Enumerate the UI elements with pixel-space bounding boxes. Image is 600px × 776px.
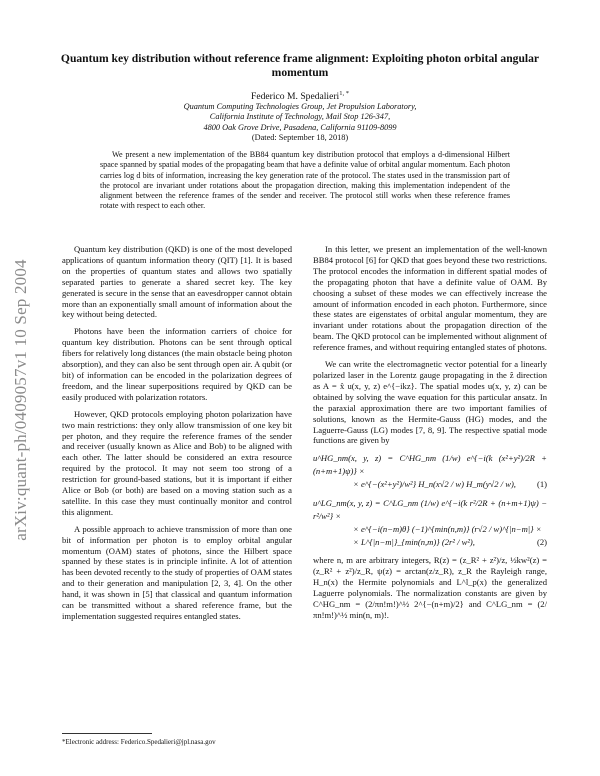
arxiv-stamp xyxy=(6,210,36,590)
equation-2-number: (2) xyxy=(536,537,547,548)
equation-2 xyxy=(313,497,547,549)
left-paragraph-3: However, QKD protocols employing photon polarization have two main restrictions: they only allow transmission of one key bit per photon, and they require the reference frames of the sender and receiver (usually known as Alice and Bob) to be aligned with each other. The latter should be considered an extra resource required by the protocol. It may not seem too strong of a restriction for ground-based stations, but it is important if either Alice or Bob (or both) are based on a moving station such as a satellite. In this case they must continually monitor and control this alignment. xyxy=(62,408,292,517)
left-paragraph-2: Photons have been the information carriers of choice for quantum key distribution. Photons can be sent through optical fibers for relatively long distances (the main obstacle being photon absorption), and they can also be sent through open air. A qubit (or bit) of information can be encoded in the polarization degrees of freedom, and the linear superpositions required by QKD can be easily produced with polarization rotators. xyxy=(62,326,292,402)
footnote-rule xyxy=(62,733,152,734)
right-paragraph-1: In this letter, we present an implementation of the well-known BB84 protocol [6] for QKD that goes beyond these two restrictions. The protocol encodes the information in different spatial modes of the propagating photon that have a definite value of OAM. By choosing a subset of these modes we can effectively increase the amount of information encoded in each photon. Furthermore, since these states are eigenstates of orbital angular momentum, they are invariant under rotations about the propagation direction of the beam. The QKD protocol can be implemented without alignment of reference frames, and without requiring entangled states of photons. xyxy=(313,244,547,353)
right-paragraph-3: where n, m are arbitrary integers, R(z) = (z_R² + z²)/z, ½kw²(z) = (z_R² + z²)/z_R, ψ(z) = arctan(z/z_R), z_R the Rayleigh range, H_n(x) the Hermite polynomials and L^l_p(x) the generalized Laguerre polynomials. The normalization constants are given by C^HG_nm = (2/πn!m!)^½ 2^{−(n+m)/2} and C^LG_nm = (2/πn!m!)^½ min(n, m)!. xyxy=(313,555,547,620)
equation-1-number: (1) xyxy=(536,479,547,490)
right-column xyxy=(313,244,547,627)
right-paragraph-2: We can write the electromagnetic vector potential for a linearly polarized laser in the Lorentz gauge propagating in the ẑ direction as A = x̂ u(x, y, z) e^{−ikz}. The spatial modes u(x, y, z) can be obtained by solving the wave equation for this particular ansatz. In the paraxial approximation there are two important families of solutions, known as the Hermite-Gauss (HG) modes, and the Laguerre-Gauss (LG) modes [7, 8, 9]. The respective spatial mode functions are given by xyxy=(313,359,547,446)
left-paragraph-4: A possible approach to achieve transmission of more than one bit of information per photon is to employ orbital angular momentum (OAM) states of photons, since the Hilbert space spanned by these states is in principle infinite. A lot of attention has been devoted recently to the study of properties of OAM states and to their generation and manipulation [2, 3, 4]. On the other hand, it was shown in [5] that classical and quantum information can be transmitted without a shared reference frame, but the implementation suggested requires entangled states. xyxy=(62,523,292,621)
footnote: *Electronic address: Federico.Spedalieri@jpl.nasa.gov xyxy=(62,738,216,746)
equation-2-line-1: u^LG_nm(x, y, z) = C^LG_nm (1/w) e^{−i(k r²/2R + (n+m+1)ψ) − r²/w²} × xyxy=(313,498,547,522)
dated-line: (Dated: September 18, 2018) xyxy=(251,132,349,142)
left-column xyxy=(62,244,292,628)
author-name: Federico M. Spedalieri xyxy=(251,91,340,103)
equation-1-line-1: u^HG_nm(x, y, z) = C^HG_nm (1/w) e^{−i(k (x²+y²)/2R + (n+m+1)ψ)} × xyxy=(313,453,547,477)
equation-2-line-3: × L^{|n−m|}_{min(n,m)} (2r² / w²), xyxy=(353,537,475,548)
paper-title: Quantum key distribution without reference frame alignment: Exploiting photon orbital angular momentum xyxy=(60,52,540,79)
author-line xyxy=(60,88,540,103)
affiliation xyxy=(60,102,540,143)
affiliation-line-3: 4800 Oak Grove Drive, Pasadena, California 91109-8099 xyxy=(203,122,397,132)
equation-1-line-2: × e^{−(x²+y²)/w²} H_n(x√2 / w) H_m(y√2 / w), xyxy=(353,479,516,490)
affiliation-line-1: Quantum Computing Technologies Group, Jet Propulsion Laboratory, xyxy=(183,102,417,111)
arxiv-id: arXiv:quant-ph/0409057v1 10 Sep 2004 xyxy=(11,259,30,541)
equation-1 xyxy=(313,452,547,491)
left-paragraph-1: Quantum key distribution (QKD) is one of the most developed applications of quantum information theory (QIT) [1]. It is based on the properties of quantum states and allows two spatially separated parties to generate a shared secret key. The key generated is secure in the sense that an eavesdropper cannot obtain more than an exponentially small amount of information about the key without being detected. xyxy=(62,244,292,320)
affiliation-line-2: California Institute of Technology, Mail Stop 126-347, xyxy=(209,112,391,122)
equation-2-line-2: × e^{−i(n−m)θ} (−1)^{min(n,m)} (r√2 / w)^{|n−m|} × xyxy=(353,524,542,535)
abstract: We present a new implementation of the BB84 quantum key distribution protocol that employs a d-dimensional Hilbert space spanned by spatial modes of the propagating beam that have a definite value of orbital angular momentum. Each photon carries log d bits of information, increasing the key generation rate of the protocol. The states used in the transmission part of the protocol are invariant under rotations about the propagation direction, making this implementation independent of the alignment between the reference frames of the sender and receiver. The protocol still works when these reference frames rotate with respect to each other. xyxy=(100,150,510,211)
author-marks: 1, * xyxy=(339,90,349,97)
